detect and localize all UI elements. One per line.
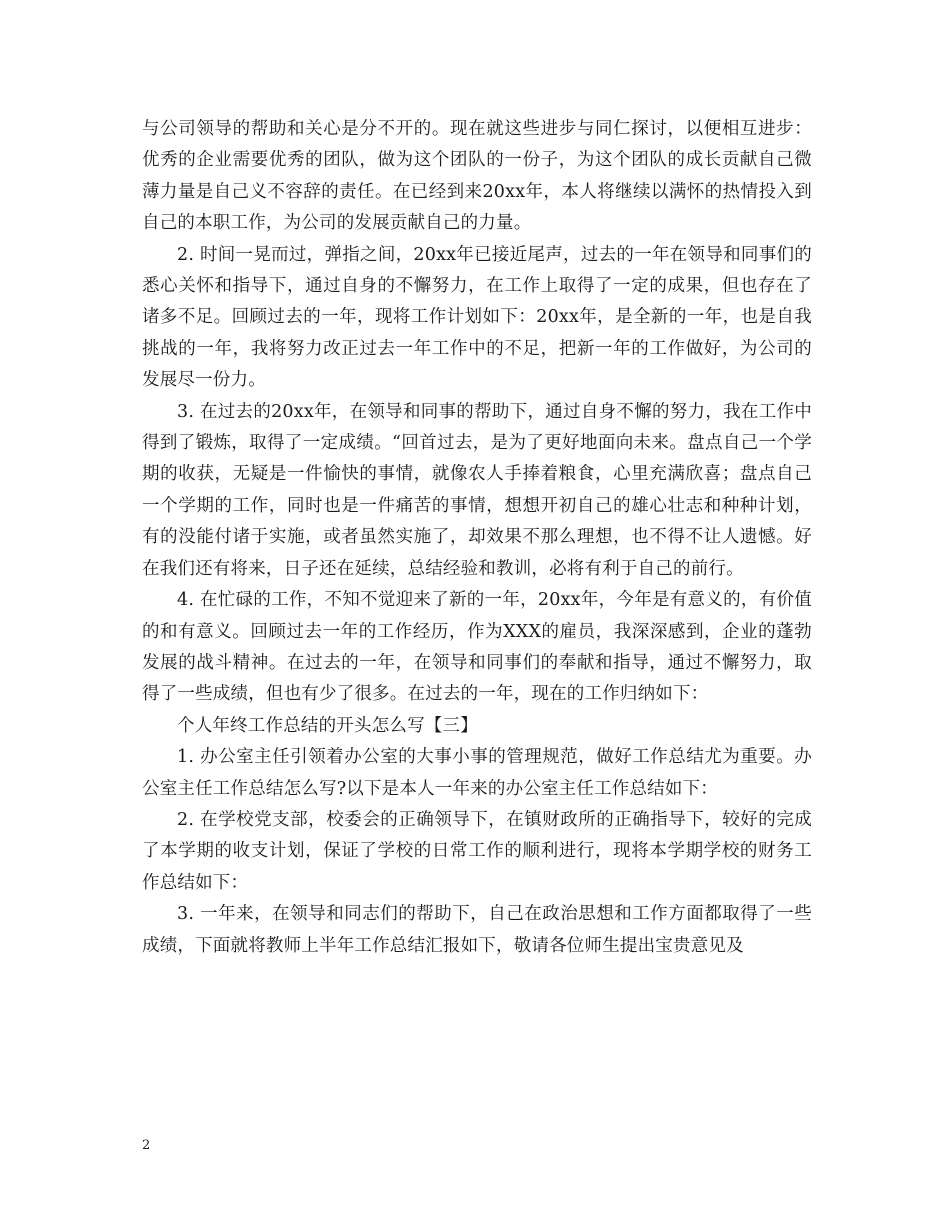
document-body <box>142 114 812 962</box>
paragraph-continuation: 与公司领导的帮助和关心是分不开的。现在就这些进步与同仁探讨，以便相互进步：优秀的企业需要优秀的团队，做为这个团队的一份子，为这个团队的成长贡献自己微薄力量是自己义不容辞的责任。在已经到来20xx年，本人将继续以满怀的热情投入到自己的本职工作，为公司的发展贡献自己的力量。 <box>142 119 812 234</box>
section-item-2: 2. 在学校党支部，校委会的正确领导下，在镇财政所的正确指导下，较好的完成了本学期的收支计划，保证了学校的日常工作的顺利进行，现将本学期学校的财务工作总结如下： <box>142 809 812 893</box>
paragraph-item-4: 4. 在忙碌的工作，不知不觉迎来了新的一年，20xx年，今年是有意义的，有价值的和有意义。回顾过去一年的工作经历，作为XXX的雇员，我深深感到，企业的蓬勃发展的战斗精神。在过去的一年，在领导和同事们的奉献和指导，通过不懈努力，取得了一些成绩，但也有少了很多。在过去的一年，现在的工作归纳如下： <box>142 590 812 705</box>
section-item-3: 3. 一年来，在领导和同志们的帮助下，自己在政治思想和工作方面都取得了一些成绩，下面就将教师上半年工作总结汇报如下，敬请各位师生提出宝贵意见及 <box>142 904 812 956</box>
page-number: 2 <box>142 1138 151 1153</box>
section-item-1: 1. 办公室主任引领着办公室的大事小事的管理规范，做好工作总结尤为重要。办公室主任工作总结怎么写?以下是本人一年来的办公室主任工作总结如下： <box>142 747 812 799</box>
paragraph-item-3: 3. 在过去的20xx年，在领导和同事的帮助下，通过自身不懈的努力，我在工作中得到了锻炼，取得了一定成绩。“回首过去，是为了更好地面向未来。盘点自己一个学期的收获，无疑是一件愉快的事情，就像农人手捧着粮食，心里充满欣喜；盘点自己一个学期的工作，同时也是一件痛苦的事情，想想开初自己的雄心壮志和种种计划，有的没能付诸于实施，或者虽然实施了，却效果不那么理想，也不得不让人遗憾。好在我们还有将来，日子还在延续，总结经验和教训，必将有利于自己的前行。 <box>142 401 812 579</box>
paragraph-item-2: 2. 时间一晃而过，弹指之间，20xx年已接近尾声，过去的一年在领导和同事们的悉心关怀和指导下，通过自身的不懈努力，在工作上取得了一定的成果，但也存在了诸多不足。回顾过去的一年，现将工作计划如下：20xx年，是全新的一年，也是自我挑战的一年，我将努力改正过去一年工作中的不足，把新一年的工作做好，为公司的发展尽一份力。 <box>142 244 812 391</box>
section-heading: 个人年终工作总结的开头怎么写【三】 <box>177 715 478 736</box>
